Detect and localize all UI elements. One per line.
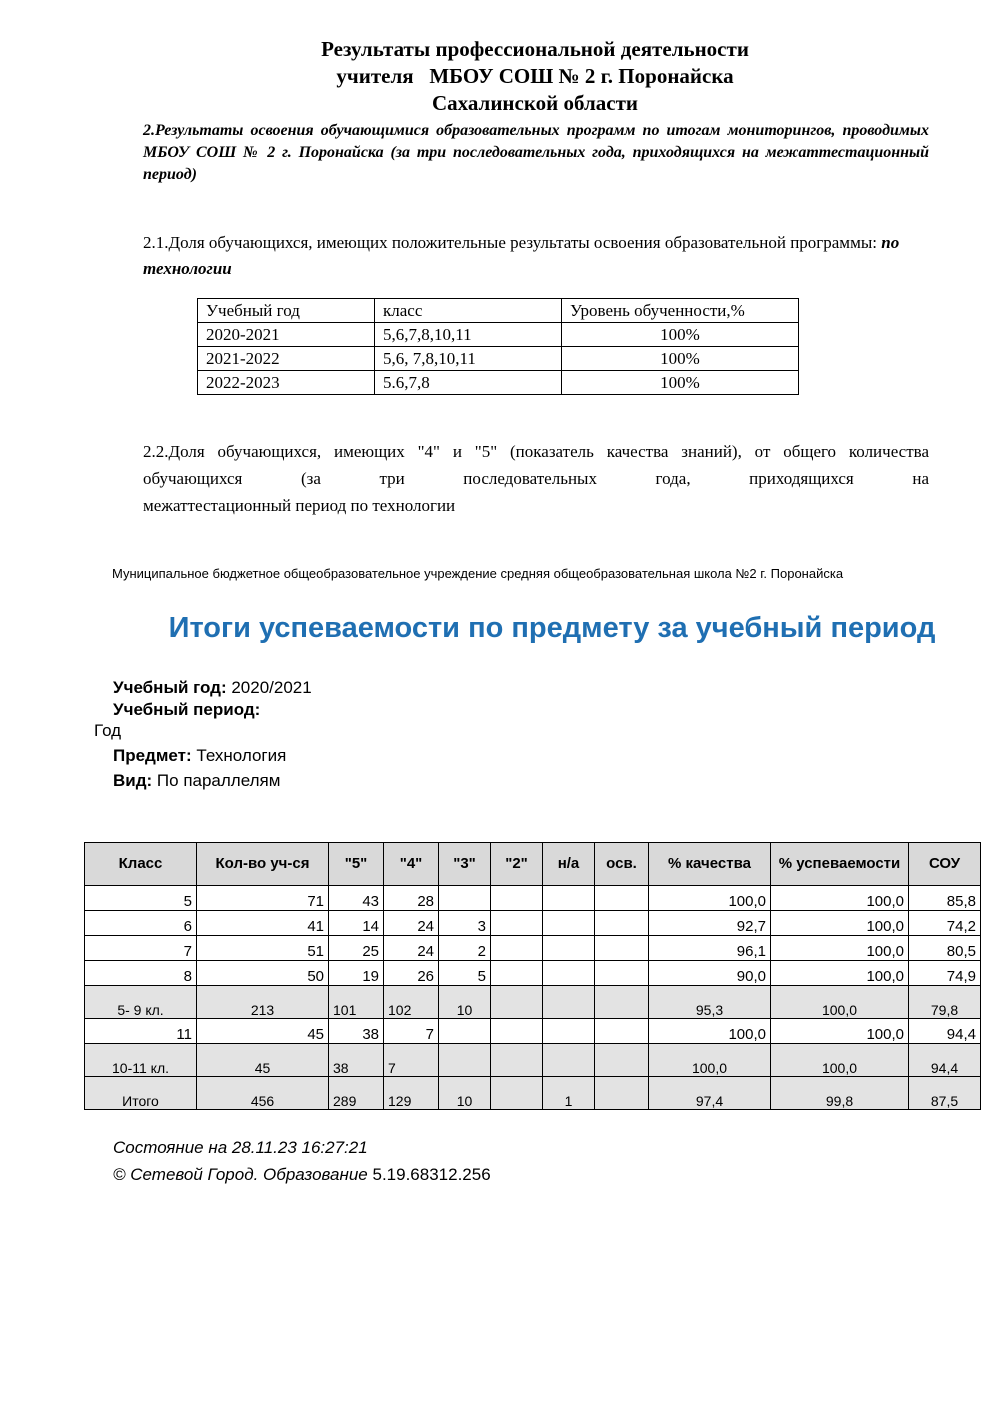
cell-success: 100,0 [771,886,909,911]
cell-success: 100,0 [771,1019,909,1044]
header-count: Кол-во уч-ся [197,843,329,886]
meta-view [113,771,280,791]
cell-grade-5: 38 [329,1044,384,1077]
meta-subject [113,746,286,766]
header-grade-2: "2" [491,843,543,886]
cell-quality: 90,0 [649,961,771,986]
cell-class: 5,6,7,8,10,11 [375,323,562,347]
cell-count: 45 [197,1044,329,1077]
title-line-3: Сахалинской области [431,91,639,115]
cell-class: 6 [85,911,197,936]
cell-osv [595,886,649,911]
cell-sou: 79,8 [909,986,981,1019]
cell-class: 7 [85,936,197,961]
cell-quality: 100,0 [649,1019,771,1044]
copyright-text: © Сетевой Город. Образование [113,1165,368,1184]
cell-grade-2 [491,1044,543,1077]
meta-subject-value: Технология [196,746,287,765]
cell-osv [595,1077,649,1110]
cell-osv [595,1019,649,1044]
cell-class: 11 [85,1019,197,1044]
table-header-row [198,299,799,323]
header-quality: % качества [649,843,771,886]
cell-success: 100,0 [771,936,909,961]
cell-grade-4: 24 [384,911,439,936]
learning-level-table [197,298,799,395]
cell-grade-3 [439,1044,491,1077]
cell-na [543,1019,595,1044]
header-grade-5: "5" [329,843,384,886]
meta-year-value: 2020/2021 [231,678,312,697]
cell-osv [595,911,649,936]
cell-grade-2 [491,1019,543,1044]
cell-grade-4: 102 [384,986,439,1019]
performance-table [84,842,981,1110]
cell-grade-2 [491,1077,543,1110]
report-footer [113,1134,491,1188]
cell-quality: 95,3 [649,986,771,1019]
cell-grade-2 [491,961,543,986]
cell-grade-5: 101 [329,986,384,1019]
cell-grade-5: 19 [329,961,384,986]
meta-year [113,678,312,698]
cell-year: 2020-2021 [198,323,375,347]
header-level: Уровень обученности,% [562,299,799,323]
cell-na [543,911,595,936]
section-2-2-line1: 2.2.Доля обучающихся, имеющих "4" и "5" (показатель качества знаний), от общего количества обучающихся (за три последовательных года, приходящихся на [143,442,929,488]
header-class: Класс [85,843,197,886]
cell-quality: 97,4 [649,1077,771,1110]
cell-grade-5: 289 [329,1077,384,1110]
table-row [85,911,981,936]
cell-class: Итого [85,1077,197,1110]
cell-osv [595,986,649,1019]
cell-count: 71 [197,886,329,911]
header-year: Учебный год [198,299,375,323]
table-row [85,936,981,961]
section-2-2-text [143,438,929,519]
cell-grade-5: 25 [329,936,384,961]
table-row [85,961,981,986]
table-row [85,986,981,1019]
cell-grade-5: 43 [329,886,384,911]
cell-grade-4: 7 [384,1019,439,1044]
cell-level: 100% [562,347,799,371]
cell-grade-3 [439,1019,491,1044]
cell-quality: 92,7 [649,911,771,936]
cell-class: 5.6,7,8 [375,371,562,395]
section-2-1-text [143,230,929,282]
cell-grade-3: 2 [439,936,491,961]
table-row [85,886,981,911]
cell-na [543,986,595,1019]
meta-view-value: По параллелям [156,771,281,790]
cell-grade-3: 10 [439,1077,491,1110]
meta-view-label: Вид: [113,771,153,790]
cell-grade-2 [491,936,543,961]
document-title [200,36,870,117]
header-success: % успеваемости [771,843,909,886]
table-row [198,323,799,347]
cell-sou: 80,5 [909,936,981,961]
cell-success: 100,0 [771,911,909,936]
table-header-row [85,843,981,886]
cell-grade-5: 38 [329,1019,384,1044]
cell-year: 2022-2023 [198,371,375,395]
meta-subject-label: Предмет: [113,746,192,765]
cell-year: 2021-2022 [198,347,375,371]
cell-sou: 74,9 [909,961,981,986]
cell-class: 10-11 кл. [85,1044,197,1077]
cell-quality: 96,1 [649,936,771,961]
header-grade-4: "4" [384,843,439,886]
report-title: Итоги успеваемости по предмету за учебный период [168,612,936,644]
cell-grade-4: 28 [384,886,439,911]
header-sou: СОУ [909,843,981,886]
cell-grade-4: 26 [384,961,439,986]
cell-success: 100,0 [771,961,909,986]
cell-osv [595,936,649,961]
table-row [85,1044,981,1077]
status-timestamp: Состояние на 28.11.23 16:27:21 [113,1138,368,1157]
cell-class: 5 [85,886,197,911]
cell-osv [595,1044,649,1077]
meta-period-label: Учебный период: [113,700,261,719]
header-na: н/а [543,843,595,886]
cell-grade-4: 24 [384,936,439,961]
cell-count: 51 [197,936,329,961]
cell-na [543,886,595,911]
cell-na [543,936,595,961]
table-row [85,1019,981,1044]
cell-success: 100,0 [771,1044,909,1077]
school-name: Муниципальное бюджетное общеобразовательное учреждение средняя общеобразовательная школа №2 г. Поронайска [112,566,844,581]
section-2-heading: 2.Результаты освоения обучающимися образовательных программ по итогам мониторингов, проводимых МБОУ СОШ № 2 г. Поронайска (за три последовательных года, приходящихся на межаттестационный период) [143,122,929,183]
cell-grade-4: 129 [384,1077,439,1110]
cell-na [543,1044,595,1077]
cell-class: 5,6, 7,8,10,11 [375,347,562,371]
meta-year-label: Учебный год: [113,678,227,697]
cell-sou: 94,4 [909,1019,981,1044]
cell-grade-2 [491,911,543,936]
cell-class: 5- 9 кл. [85,986,197,1019]
cell-na [543,961,595,986]
cell-sou: 85,8 [909,886,981,911]
cell-count: 41 [197,911,329,936]
cell-count: 45 [197,1019,329,1044]
header-grade-3: "3" [439,843,491,886]
cell-grade-3: 5 [439,961,491,986]
cell-grade-3: 10 [439,986,491,1019]
title-line-2: учителя МБОУ СОШ № 2 г. Поронайска [336,64,734,88]
section-2-1-body: 2.1.Доля обучающихся, имеющих положительные результаты освоения образовательной программы: [143,233,882,252]
cell-na: 1 [543,1077,595,1110]
cell-grade-2 [491,986,543,1019]
cell-grade-3: 3 [439,911,491,936]
cell-quality: 100,0 [649,1044,771,1077]
header-class: класс [375,299,562,323]
table-row [198,371,799,395]
cell-level: 100% [562,371,799,395]
meta-period [113,700,260,720]
cell-osv [595,961,649,986]
cell-sou: 74,2 [909,911,981,936]
cell-count: 50 [197,961,329,986]
version-number: 5.19.68312.256 [372,1165,491,1184]
cell-success: 99,8 [771,1077,909,1110]
cell-success: 100,0 [771,986,909,1019]
cell-sou: 94,4 [909,1044,981,1077]
cell-quality: 100,0 [649,886,771,911]
cell-count: 456 [197,1077,329,1110]
copyright [113,1161,491,1188]
cell-grade-2 [491,886,543,911]
title-line-1: Результаты профессиональной деятельности [321,37,749,61]
cell-level: 100% [562,323,799,347]
header-osv: осв. [595,843,649,886]
meta-period-value: Год [94,721,122,740]
table-row [85,1077,981,1110]
cell-grade-4: 7 [384,1044,439,1077]
cell-count: 213 [197,986,329,1019]
cell-class: 8 [85,961,197,986]
section-2-1-emphasis: по технологии [143,233,900,278]
cell-grade-5: 14 [329,911,384,936]
section-2-2-line2: межаттестационный период по технологии [143,496,456,515]
cell-grade-3 [439,886,491,911]
table-row [198,347,799,371]
cell-sou: 87,5 [909,1077,981,1110]
